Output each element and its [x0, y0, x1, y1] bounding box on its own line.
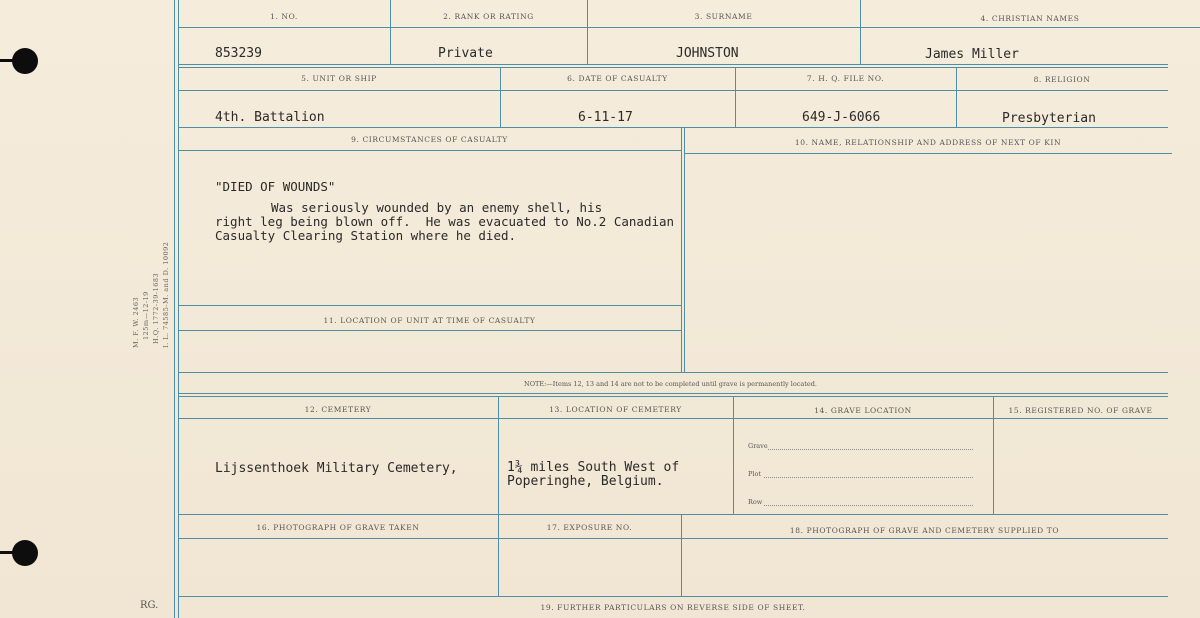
cemetery-value: Lijssenthoek Military Cemetery, — [215, 461, 458, 476]
row-label: Row — [748, 498, 763, 506]
rule — [390, 0, 391, 64]
header-surname: 3. SURNAME — [694, 12, 753, 21]
header-religion: 8. RELIGION — [1033, 75, 1091, 84]
plot-label: Plot — [748, 470, 761, 478]
header-next-of-kin: 10. NAME, RELATIONSHIP AND ADDRESS OF NEXT OF KIN — [794, 138, 1062, 147]
header-location-unit: 11. LOCATION OF UNIT AT TIME OF CASUALTY — [323, 316, 536, 325]
rule — [178, 396, 1168, 397]
rule — [178, 596, 1168, 597]
religion-value: Presbyterian — [1002, 111, 1096, 126]
header-photo-supplied: 18. PHOTOGRAPH OF GRAVE AND CEMETERY SUPPLIED TO — [789, 526, 1060, 535]
hole-tick-bottom — [0, 551, 14, 554]
header-hq-file: 7. H. Q. FILE NO. — [806, 74, 885, 83]
service-number: 853239 — [215, 46, 262, 61]
circumstances-line1: Was seriously wounded by an enemy shell, his — [271, 200, 603, 215]
hole-tick-top — [0, 59, 14, 62]
rule — [178, 514, 1168, 515]
rule — [681, 127, 682, 372]
form-print-line2: 125m—12-19 — [142, 291, 150, 340]
further-particulars: 19. FURTHER PARTICULARS ON REVERSE SIDE OF SHEET. — [540, 603, 806, 612]
rule — [178, 27, 1200, 28]
grave-label: Grave — [748, 442, 768, 450]
header-exposure: 17. EXPOSURE NO. — [546, 523, 633, 532]
rule — [178, 127, 1168, 128]
rule — [498, 396, 499, 596]
circumstances-line2: right leg being blown off. He was evacuated to No.2 Canadian — [215, 214, 675, 229]
rule — [178, 90, 1168, 91]
cemetery-location-line2: Poperinghe, Belgium. — [507, 474, 664, 489]
rule — [178, 330, 681, 331]
margin-line — [174, 0, 175, 618]
header-grave-location: 14. GRAVE LOCATION — [814, 406, 912, 415]
header-christian-names: 4. CHRISTIAN NAMES — [980, 14, 1080, 23]
hq-file-value: 649-J-6066 — [802, 110, 881, 125]
header-photo-taken: 16. PHOTOGRAPH OF GRAVE TAKEN — [256, 523, 420, 532]
header-circumstances: 9. CIRCUMSTANCES OF CASUALTY — [351, 135, 508, 144]
punch-hole-bottom — [12, 540, 38, 566]
header-cemetery: 12. CEMETERY — [304, 405, 372, 414]
form-number-print: M. F. W. 2463 — [132, 296, 140, 348]
grave-dotted-line — [768, 449, 973, 450]
rule — [178, 64, 1168, 65]
form-print-line4: I. L. 74585-M. and D. 10092 — [162, 241, 170, 348]
rule — [684, 153, 1172, 154]
plot-dotted-line — [764, 477, 973, 478]
header-registered-no: 15. REGISTERED NO. OF GRAVE — [1008, 406, 1153, 415]
rank-value: Private — [438, 46, 493, 61]
header-unit: 5. UNIT OR SHIP — [301, 74, 377, 83]
circumstances-title: "DIED OF WOUNDS" — [215, 179, 336, 194]
header-date: 6. DATE OF CASUALTY — [567, 74, 668, 83]
rule — [178, 150, 681, 151]
rule — [178, 67, 1168, 68]
form-print-line3: H.Q. 1772-39-1683 — [152, 272, 160, 344]
cemetery-location-line1: 1¾ miles South West of — [507, 460, 680, 475]
rule — [684, 127, 685, 372]
circumstances-line3: Casualty Clearing Station where he died. — [215, 228, 517, 243]
date-value: 6-11-17 — [578, 110, 633, 125]
header-location-cemetery: 13. LOCATION OF CEMETERY — [549, 405, 682, 414]
header-no: 1. NO. — [270, 12, 298, 21]
rg-mark: RG. — [140, 600, 159, 611]
christian-names-value: James Miller — [925, 47, 1019, 62]
row-dotted-line — [764, 505, 973, 506]
rule — [178, 418, 1168, 419]
rule — [178, 393, 1168, 394]
surname-value: JOHNSTON — [676, 46, 739, 61]
rule — [860, 0, 861, 64]
unit-value: 4th. Battalion — [215, 110, 325, 125]
rule — [587, 0, 588, 64]
punch-hole-top — [12, 48, 38, 74]
note-text: NOTE:—Items 12, 13 and 14 are not to be completed until grave is permanently located. — [524, 380, 817, 388]
rule — [178, 372, 1168, 373]
header-rank: 2. RANK OR RATING — [443, 12, 534, 21]
rule — [178, 305, 681, 306]
rule — [178, 538, 1168, 539]
